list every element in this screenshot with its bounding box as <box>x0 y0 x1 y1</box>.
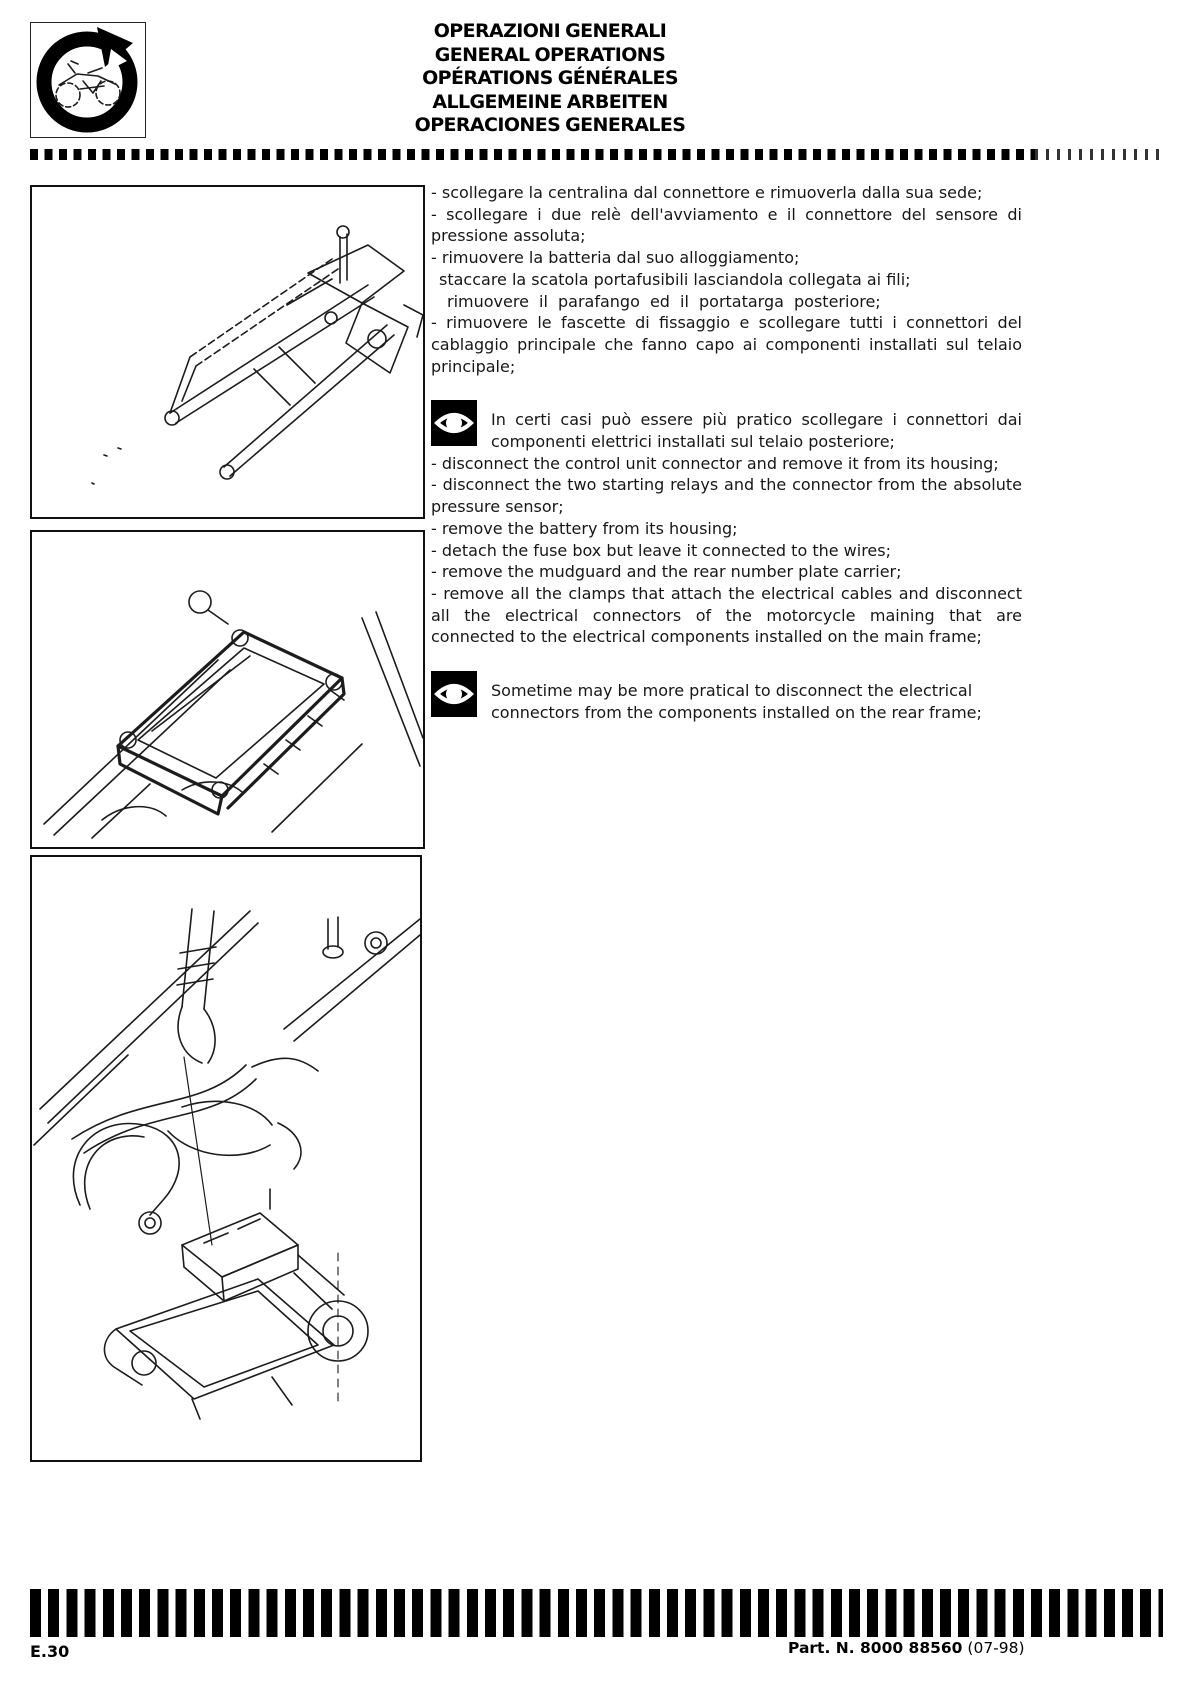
part-number: Part. N. 8000 88560 <box>788 1639 963 1657</box>
top-separator-band <box>30 149 1163 160</box>
italian-step: - rimuovere le fascette di fissaggio e scollegare tutti i connettori del cablaggio principale che fanno capo ai componenti installati sul telaio principale; <box>431 313 1022 376</box>
figure-pressure-sensor <box>30 855 422 1462</box>
motorcycle-circular-arrow-icon <box>31 23 145 137</box>
bottom-separator-band <box>30 1589 1163 1637</box>
english-step: - remove the mudguard and the rear number plate carrier; <box>431 562 902 582</box>
page-title-block <box>360 20 740 138</box>
part-number-line <box>788 1639 1025 1657</box>
italian-step: rimuovere il parafango ed il portatarga posteriore; <box>447 291 881 311</box>
separator-dashes-faded <box>1035 149 1163 160</box>
english-step-list <box>431 453 1022 648</box>
title-spanish: OPERACIONES GENERALES <box>414 114 686 136</box>
english-step: - remove all the clamps that attach the electrical cables and disconnect all the electrical connectors of the motorcycle maining that are connected to the electrical components installed on the main frame; <box>431 583 1022 647</box>
english-step: - disconnect the two starting relays and the connector from the absolute pressure sensor; <box>431 475 1022 517</box>
figure-rear-subframe <box>30 185 425 519</box>
chapter-logo <box>30 22 146 138</box>
figure-battery-housing <box>30 530 425 849</box>
title-german: ALLGEMEINE ARBEITEN <box>432 90 668 113</box>
italian-step: - rimuovere la batteria dal suo alloggiamento; <box>431 248 800 268</box>
separator-dashes <box>30 149 1035 160</box>
eye-icon <box>431 400 477 446</box>
eye-icon <box>431 671 477 717</box>
english-note <box>431 671 1022 723</box>
english-step: - remove the battery from its housing; <box>431 518 738 538</box>
italian-step-list <box>431 182 1022 377</box>
italian-step: staccare la scatola portafusibili lasciandola collegata ai fili; <box>439 269 911 289</box>
english-step: - disconnect the control unit connector and remove it from its housing; <box>431 453 999 473</box>
instruction-column <box>431 182 1022 723</box>
edition-date: (07-98) <box>967 1639 1025 1657</box>
italian-step: - scollegare la centralina dal connettore e rimuoverla dalla sua sede; <box>431 183 983 202</box>
italian-note-text: In certi casi può essere più pratico scollegare i connettori dai componenti elettrici installati sul telaio posteriore; <box>491 410 1022 452</box>
title-italian: OPERAZIONI GENERALI <box>433 20 667 42</box>
italian-note <box>431 400 1022 452</box>
title-english: GENERAL OPERATIONS <box>434 43 666 66</box>
title-french: OPÉRATIONS GÉNÉRALES <box>422 67 678 89</box>
english-note-text: Sometime may be more pratical to disconnect the electrical connectors from the components installed on the rear frame; <box>491 681 982 722</box>
page-code: E.30 <box>30 1642 70 1661</box>
english-step: - detach the fuse box but leave it connected to the wires; <box>431 540 891 560</box>
italian-step: - scollegare i due relè dell'avviamento e il connettore del sensore di pressione assoluta; <box>431 204 1022 246</box>
